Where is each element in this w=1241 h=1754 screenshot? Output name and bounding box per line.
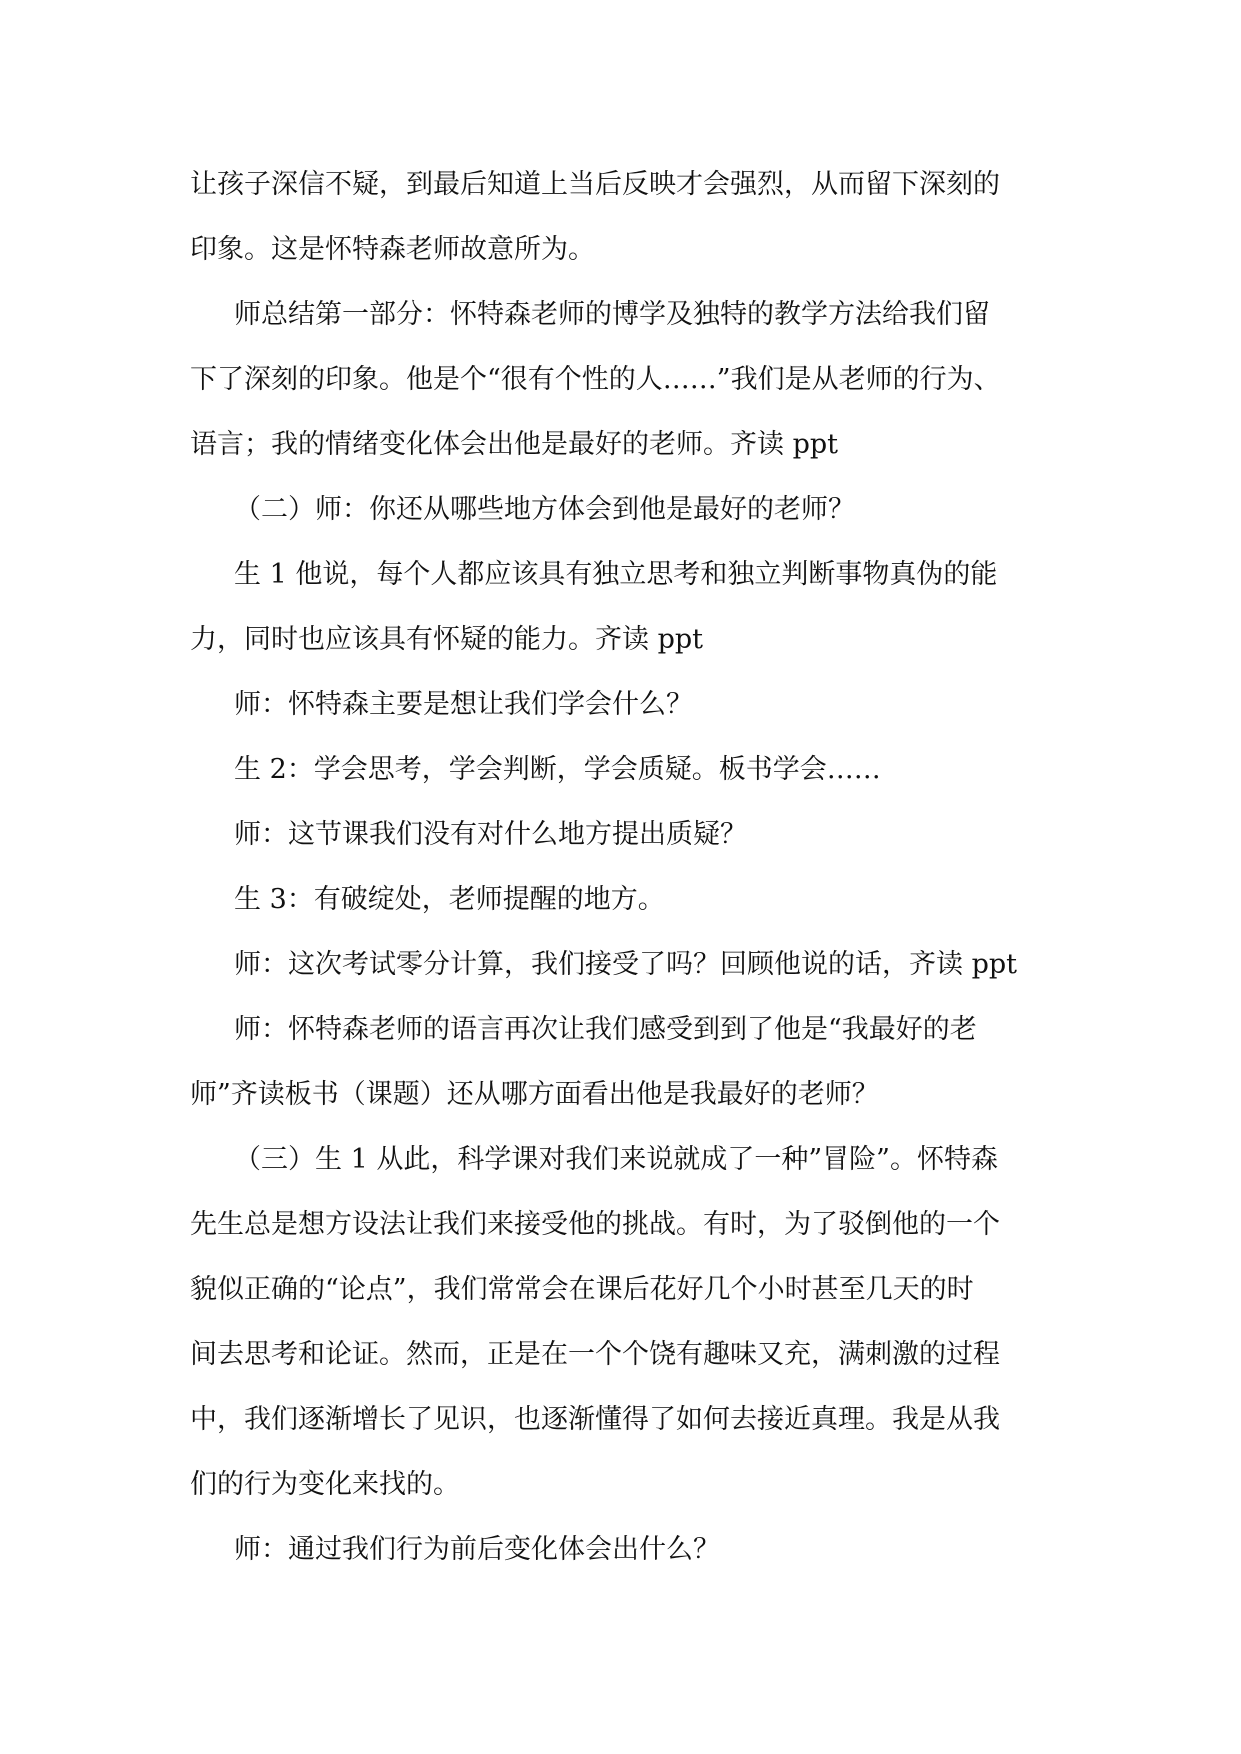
- text-line: （三）生 1 从此，科学课对我们来说就成了一种”冒险”。怀特森: [234, 1144, 998, 1175]
- text-line: 们的行为变化来找的。: [190, 1469, 460, 1500]
- paragraph: [190, 997, 1070, 1127]
- paragraph: [190, 802, 1070, 867]
- text-line: 师：这节课我们没有对什么地方提出质疑？: [234, 819, 747, 850]
- paragraph: [190, 1517, 1070, 1582]
- paragraph: [190, 1127, 1070, 1517]
- text-line: 师：怀特森主要是想让我们学会什么？: [234, 689, 693, 720]
- paragraph: [190, 152, 1070, 282]
- text-line: 先生总是想方设法让我们来接受他的挑战。有时，为了驳倒他的一个: [190, 1209, 1000, 1240]
- paragraph: [190, 282, 1070, 477]
- paragraph: [190, 672, 1070, 737]
- paragraph: [190, 477, 1070, 542]
- text-line: 生 1 他说，每个人都应该具有独立思考和独立判断事物真伪的能: [234, 559, 998, 590]
- text-line: 让孩子深信不疑，到最后知道上当后反映才会强烈，从而留下深刻的: [190, 169, 1000, 200]
- text-line: 力，同时也应该具有怀疑的能力。齐读 ppt: [190, 624, 703, 655]
- paragraph: [190, 737, 1070, 802]
- paragraph: [190, 542, 1070, 672]
- paragraph: [190, 932, 1070, 997]
- text-line: 师总结第一部分：怀特森老师的博学及独特的教学方法给我们留: [234, 299, 990, 330]
- text-line: 生 3：有破绽处，老师提醒的地方。: [234, 884, 665, 915]
- text-line: 间去思考和论证。然而，正是在一个个饶有趣味又充，满刺激的过程: [190, 1339, 1000, 1370]
- text-line: 印象。这是怀特森老师故意所为。: [190, 234, 595, 265]
- text-line: 师：通过我们行为前后变化体会出什么？: [234, 1534, 720, 1565]
- text-line: 师”齐读板书（课题）还从哪方面看出他是我最好的老师？: [190, 1079, 879, 1110]
- text-line: 师：这次考试零分计算，我们接受了吗？回顾他说的话，齐读 ppt: [234, 949, 1017, 980]
- text-line: （二）师：你还从哪些地方体会到他是最好的老师？: [234, 494, 855, 525]
- paragraph: [190, 867, 1070, 932]
- document-body: [190, 152, 1070, 1582]
- text-line: 貌似正确的“论点”，我们常常会在课后花好几个小时甚至几天的时: [190, 1274, 974, 1305]
- text-line: 师：怀特森老师的语言再次让我们感受到到了他是“我最好的老: [234, 1014, 977, 1045]
- text-line: 中，我们逐渐增长了见识，也逐渐懂得了如何去接近真理。我是从我: [190, 1404, 1000, 1435]
- text-line: 下了深刻的印象。他是个“很有个性的人……”我们是从老师的行为、: [190, 364, 1001, 395]
- text-line: 生 2：学会思考，学会判断，学会质疑。板书学会……: [234, 754, 881, 785]
- text-line: 语言；我的情绪变化体会出他是最好的老师。齐读 ppt: [190, 429, 838, 460]
